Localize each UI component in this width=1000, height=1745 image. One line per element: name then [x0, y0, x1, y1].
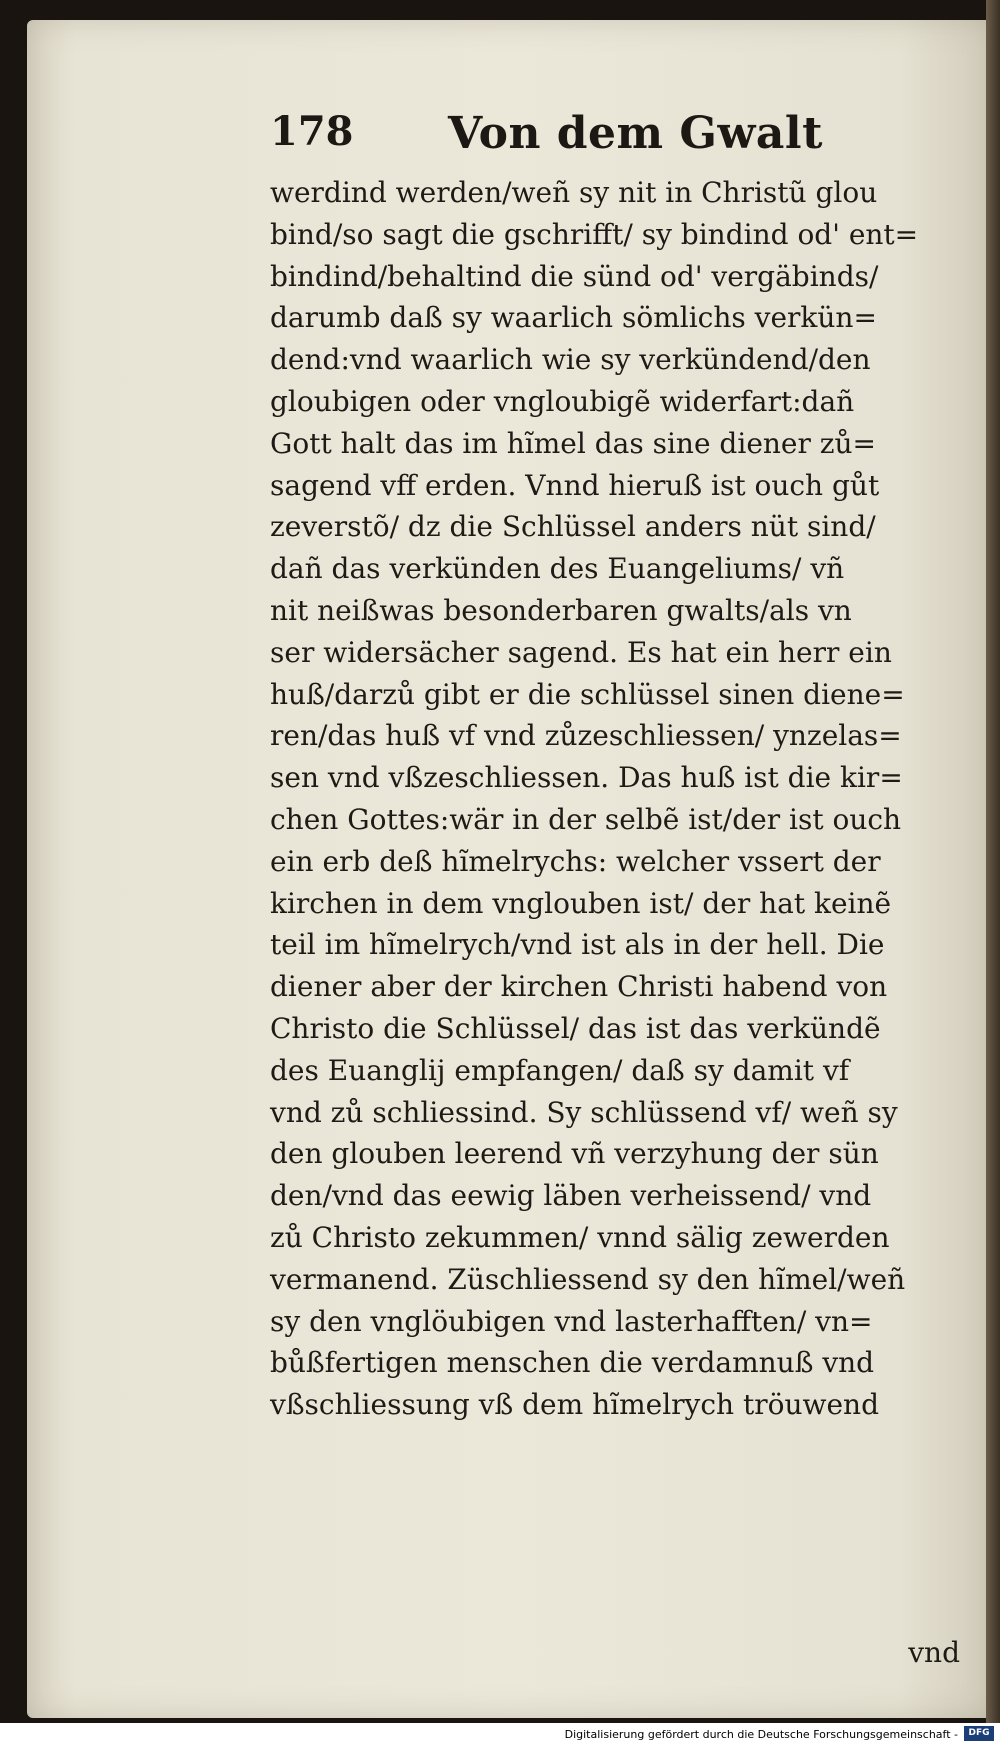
text-line: den glouben leerend vñ verzyhung der sün [270, 1137, 879, 1171]
funding-note: Digitalisierung gefördert durch die Deutsche Forschungsgemeinschaft - [564, 1728, 958, 1741]
text-line: kirchen in dem vnglouben ist/ der hat keinẽ [270, 886, 892, 920]
digitization-footer [0, 1723, 1000, 1745]
text-line: Gott halt das im hĩmel das sine diener zů= [270, 426, 877, 460]
text-line: sen vnd vßzeschliessen. Das huß ist die kir= [270, 761, 903, 795]
text-line: teil im hĩmelrych/vnd ist als in der hell. Die [270, 928, 885, 962]
text-line: dend:vnd waarlich wie sy verkündend/den [270, 343, 871, 377]
text-line: sagend vff erden. Vnnd hieruß ist ouch gůt [270, 468, 880, 502]
text-line: diener aber der kirchen Christi habend von [270, 970, 888, 1004]
text-line: bindind/behaltind die sünd od' vergäbinds/ [270, 259, 879, 293]
text-line: ser widersächer sagend. Es hat ein herr ein [270, 635, 892, 669]
text-line: nit neißwas besonderbaren gwalts/als vn [270, 593, 852, 627]
text-line: zeverstõ/ dz die Schlüssel anders nüt sind/ [270, 510, 876, 544]
text-line: des Euanglij empfangen/ daß sy damit vf [270, 1053, 850, 1087]
text-line: vßschliessung vß dem hĩmelrych tröuwend [270, 1388, 879, 1422]
text-line: dañ das verkünden des Euangeliums/ vñ [270, 552, 845, 586]
text-line: chen Gottes:wär in der selbẽ ist/der ist ouch [270, 802, 902, 836]
body-text [270, 172, 960, 1669]
text-line: bind/so sagt die gschrifft/ sy bindind od' ent= [270, 217, 919, 251]
text-line: darumb daß sy waarlich sömlichs verkün= [270, 301, 877, 335]
text-line: vnd zů schliessind. Sy schlüssend vf/ weñ sy [270, 1095, 898, 1129]
book-edge [986, 0, 1000, 1745]
text-line: Christo die Schlüssel/ das ist das verkündẽ [270, 1011, 881, 1045]
text-line: vermanend. Züschliessend sy den hĩmel/weñ [270, 1262, 906, 1296]
text-line: ein erb deß hĩmelrychs: welcher vssert der [270, 844, 881, 878]
dfg-logo-icon: DFG [964, 1726, 994, 1741]
text-line: sy den vnglöubigen vnd lasterhafften/ vn= [270, 1304, 873, 1338]
page-number: 178 [270, 108, 354, 155]
text-line: ren/das huß vf vnd zůzeschliessen/ ynzelas= [270, 719, 902, 753]
text-line: gloubigen oder vngloubigẽ widerfart:dañ [270, 384, 855, 418]
catchword: vnd [908, 1636, 960, 1669]
text-line: huß/darzů gibt er die schlüssel sinen diene= [270, 677, 905, 711]
text-line: werdind werden/weñ sy nit in Christũ glou [270, 176, 878, 209]
text-line: bůßfertigen menschen die verdamnuß vnd [270, 1346, 875, 1380]
text-line: zů Christo zekummen/ vnnd sälig zewerden [270, 1220, 890, 1254]
running-head: Von dem Gwalt [448, 108, 823, 159]
text-line: den/vnd das eewig läben verheissend/ vnd [270, 1179, 872, 1213]
page-header [270, 108, 960, 164]
